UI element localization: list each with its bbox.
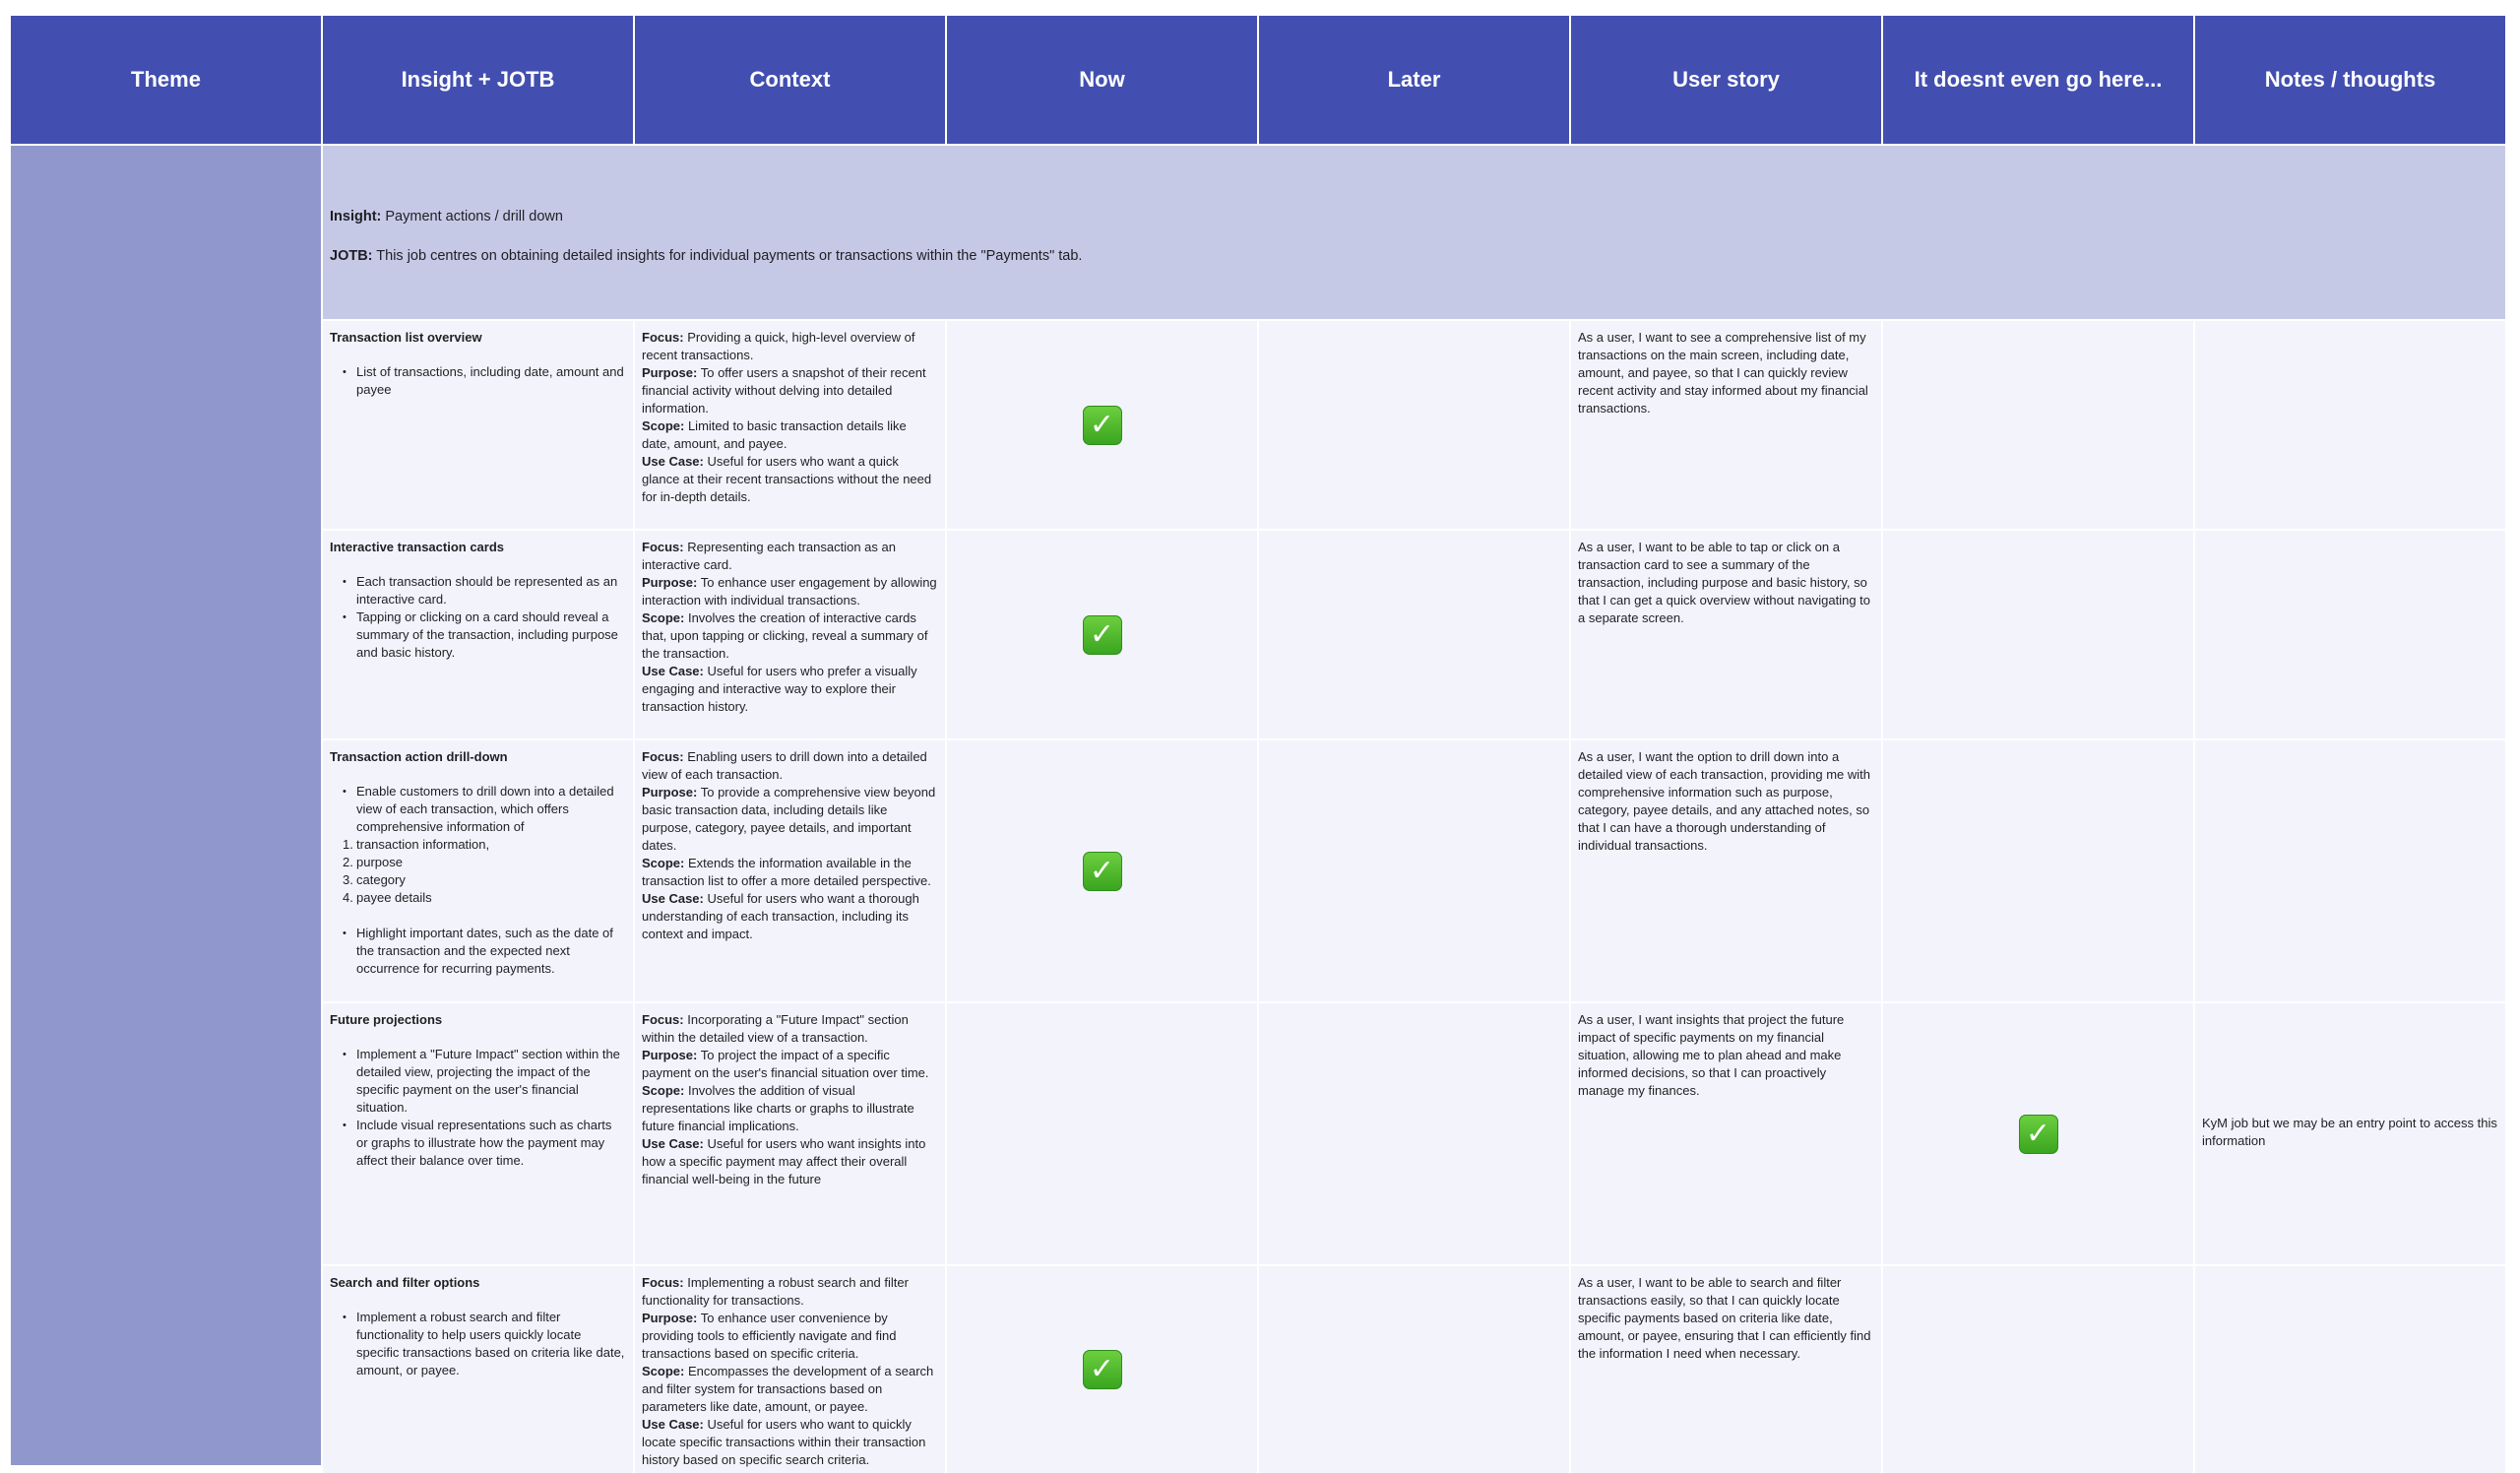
item-number: 1.	[343, 837, 353, 852]
context-text: Implementing a robust search and filter functionality for transactions.	[642, 1275, 909, 1308]
later-cell	[1259, 1266, 1569, 1473]
context-text: To enhance user engagement by allowing interaction with individual transactions.	[642, 575, 937, 608]
insight-label: Insight:	[330, 209, 382, 224]
context-scope	[642, 855, 938, 890]
context-text: Encompasses the development of a search and filter system for transactions based on parameters like date, amount, or payee.	[642, 1364, 934, 1414]
bullet-item: • Implement a robust search and filter functionality to help users quickly locate specific transactions based on criteria like date, amount, or payee.	[330, 1309, 626, 1379]
context-label: Focus:	[642, 1012, 684, 1027]
row-title: Transaction list overview	[330, 330, 482, 345]
context-label: Use Case:	[642, 1136, 704, 1151]
bullet-list	[330, 363, 626, 399]
context-label: Focus:	[642, 540, 684, 554]
context-purpose	[642, 364, 938, 417]
bullet-item: • Include visual representations such as charts or graphs to illustrate how the payment may affect their balance over time.	[330, 1117, 626, 1170]
context-text: Involves the addition of visual representations like charts or graphs to illustrate future financial implications.	[642, 1083, 914, 1133]
notes-cell	[2195, 1266, 2505, 1473]
numbered-item	[330, 854, 626, 871]
notes-cell	[2195, 1003, 2505, 1264]
user-story-cell	[1571, 531, 1881, 738]
context-text: Incorporating a "Future Impact" section within the detailed view of a transaction.	[642, 1012, 909, 1045]
context-label: Purpose:	[642, 365, 698, 380]
later-cell	[1259, 1003, 1569, 1264]
item-number: 2.	[343, 855, 353, 869]
theme-column	[11, 146, 321, 1465]
user-story-text: As a user, I want the option to drill down into a detailed view of each transaction, providing me with comprehensive information such as purpose, category, payee details, and any attached notes, so that I can have a thorough understanding of individual transactions.	[1578, 749, 1870, 853]
header-now: Now	[947, 16, 1257, 144]
context-cell	[635, 531, 945, 738]
row-title: Transaction action drill-down	[330, 749, 508, 764]
insight-text: Payment actions / drill down	[385, 209, 563, 224]
user-story-cell	[1571, 1266, 1881, 1473]
item-text: category	[356, 872, 406, 887]
item-text: purpose	[356, 855, 403, 869]
context-text: Providing a quick, high-level overview of recent transactions.	[642, 330, 915, 362]
context-text: Useful for users who want to quickly locate specific transactions within their transaction history based on specific search criteria.	[642, 1417, 926, 1467]
context-label: Scope:	[642, 610, 685, 625]
context-focus	[642, 1011, 938, 1047]
numbered-item	[330, 871, 626, 889]
context-label: Focus:	[642, 1275, 684, 1290]
later-cell	[1259, 531, 1569, 738]
context-use-case	[642, 1135, 938, 1188]
context-text: To offer users a snapshot of their recent financial activity without delving into detailed information.	[642, 365, 926, 416]
bullet-item: • List of transactions, including date, amount and payee	[330, 363, 626, 399]
context-focus	[642, 329, 938, 364]
now-cell	[947, 740, 1257, 1001]
context-label: Scope:	[642, 856, 685, 870]
now-cell	[947, 1003, 1257, 1264]
bullet-list	[330, 783, 626, 836]
context-purpose	[642, 1310, 938, 1363]
header-notes-thoughts: Notes / thoughts	[2195, 16, 2505, 144]
notes-cell	[2195, 531, 2505, 738]
user-story-cell	[1571, 321, 1881, 529]
context-text: Limited to basic transaction details like date, amount, and payee.	[642, 418, 907, 451]
row-title: Future projections	[330, 1012, 443, 1027]
context-text: Involves the creation of interactive cards that, upon tapping or clicking, reveal a summary of the transaction.	[642, 610, 928, 661]
context-label: Scope:	[642, 1364, 685, 1378]
context-label: Purpose:	[642, 785, 698, 800]
context-cell	[635, 740, 945, 1001]
context-cell	[635, 1266, 945, 1473]
insight-cell	[323, 321, 633, 529]
user-story-text: As a user, I want to be able to tap or click on a transaction card to see a summary of the transaction, including purpose and basic history, so that I can get a quick overview without navigating to a separate screen.	[1578, 540, 1871, 625]
user-story-cell	[1571, 1003, 1881, 1264]
bullet-list	[330, 573, 626, 662]
context-scope	[642, 417, 938, 453]
bullet-list	[330, 1046, 626, 1170]
context-focus	[642, 748, 938, 784]
bullet-item: • Implement a "Future Impact" section within the detailed view, projecting the impact of the specific payment on the user's financial situation.	[330, 1046, 626, 1117]
context-use-case	[642, 890, 938, 943]
jotb-line	[330, 248, 1082, 264]
context-text: To enhance user convenience by providing tools to efficiently navigate and find transactions based on specific criteria.	[642, 1311, 897, 1361]
context-label: Purpose:	[642, 1311, 698, 1325]
notes-cell	[2195, 740, 2505, 1001]
context-text: Useful for users who want a thorough understanding of each transaction, including its context and impact.	[642, 891, 919, 941]
header-insight-jotb: Insight + JOTB	[323, 16, 633, 144]
check-icon: ✓	[1083, 406, 1122, 445]
numbered-item	[330, 889, 626, 907]
header-theme: Theme	[11, 16, 321, 144]
context-text: Useful for users who prefer a visually engaging and interactive way to explore their transaction history.	[642, 664, 917, 714]
now-cell	[947, 321, 1257, 529]
context-scope	[642, 1363, 938, 1416]
now-cell	[947, 531, 1257, 738]
context-label: Purpose:	[642, 1048, 698, 1062]
user-story-cell	[1571, 740, 1881, 1001]
not-here-cell	[1883, 531, 2193, 738]
header-user-story: User story	[1571, 16, 1881, 144]
insight-cell	[323, 1003, 633, 1264]
context-cell	[635, 321, 945, 529]
context-purpose	[642, 784, 938, 855]
later-cell	[1259, 740, 1569, 1001]
jobs-board	[11, 16, 2505, 1467]
insight-line	[330, 209, 563, 224]
context-label: Scope:	[642, 418, 685, 433]
notes-cell	[2195, 321, 2505, 529]
now-cell	[947, 1266, 1257, 1473]
insight-cell	[323, 740, 633, 1001]
user-story-text: As a user, I want insights that project the future impact of specific payments on my financial situation, allowing me to plan ahead and make informed decisions, so that I can proactively manage my finances.	[1578, 1012, 1845, 1098]
context-use-case	[642, 663, 938, 716]
not-here-cell	[1883, 1003, 2193, 1264]
context-purpose	[642, 1047, 938, 1082]
insight-band	[323, 146, 2505, 319]
context-label: Use Case:	[642, 1417, 704, 1432]
item-number: 3.	[343, 872, 353, 887]
numbered-list	[330, 836, 626, 907]
context-text: Enabling users to drill down into a detailed view of each transaction.	[642, 749, 927, 782]
jotb-label: JOTB:	[330, 248, 373, 264]
not-here-cell	[1883, 1266, 2193, 1473]
check-icon: ✓	[2019, 1115, 2058, 1154]
context-text: Useful for users who want insights into how a specific payment may affect their overall financial well-being in the future	[642, 1136, 926, 1186]
context-scope	[642, 609, 938, 663]
bullet-list	[330, 925, 626, 978]
row-title: Interactive transaction cards	[330, 540, 505, 554]
bullet-item: • Enable customers to drill down into a detailed view of each transaction, which offers comprehensive information of	[330, 783, 626, 836]
context-label: Purpose:	[642, 575, 698, 590]
header-later: Later	[1259, 16, 1569, 144]
item-number: 4.	[343, 890, 353, 905]
item-text: payee details	[356, 890, 432, 905]
not-here-cell	[1883, 740, 2193, 1001]
item-text: transaction information,	[356, 837, 490, 852]
notes-text: KyM job but we may be an entry point to access this information	[2202, 1116, 2497, 1148]
later-cell	[1259, 321, 1569, 529]
context-text: To provide a comprehensive view beyond basic transaction data, including details like purpose, category, payee details, and important dates.	[642, 785, 936, 853]
context-text: Extends the information available in the transaction list to offer a more detailed perspective.	[642, 856, 931, 888]
check-icon: ✓	[1083, 1350, 1122, 1389]
context-label: Use Case:	[642, 891, 704, 906]
insight-cell	[323, 531, 633, 738]
jotb-text: This job centres on obtaining detailed insights for individual payments or transactions within the "Payments" tab.	[376, 248, 1083, 264]
row-title: Search and filter options	[330, 1275, 480, 1290]
context-label: Use Case:	[642, 454, 704, 469]
context-scope	[642, 1082, 938, 1135]
context-use-case	[642, 453, 938, 506]
context-label: Focus:	[642, 749, 684, 764]
header-does-not-go-here: It doesnt even go here...	[1883, 16, 2193, 144]
user-story-text: As a user, I want to be able to search and filter transactions easily, so that I can quickly locate specific payments based on criteria like date, amount, or payee, ensuring that I can efficiently find the information I need when necessary.	[1578, 1275, 1871, 1361]
context-text: To project the impact of a specific payment on the user's financial situation over time.	[642, 1048, 929, 1080]
numbered-item	[330, 836, 626, 854]
bullet-item: • Highlight important dates, such as the date of the transaction and the expected next occurrence for recurring payments.	[330, 925, 626, 978]
context-use-case	[642, 1416, 938, 1469]
context-label: Scope:	[642, 1083, 685, 1098]
context-focus	[642, 1274, 938, 1310]
header-context: Context	[635, 16, 945, 144]
bullet-item: • Each transaction should be represented as an interactive card.	[330, 573, 626, 608]
context-focus	[642, 539, 938, 574]
context-cell	[635, 1003, 945, 1264]
check-icon: ✓	[1083, 615, 1122, 655]
bullet-list	[330, 1309, 626, 1379]
user-story-text: As a user, I want to see a comprehensive list of my transactions on the main screen, including date, amount, and payee, so that I can quickly review recent activity and stay informed about my financial transactions.	[1578, 330, 1868, 416]
context-text: Useful for users who want a quick glance at their recent transactions without the need for in-depth details.	[642, 454, 932, 504]
check-icon: ✓	[1083, 852, 1122, 891]
context-purpose	[642, 574, 938, 609]
bullet-item: • Tapping or clicking on a card should reveal a summary of the transaction, including purpose and basic history.	[330, 608, 626, 662]
not-here-cell	[1883, 321, 2193, 529]
context-text: Representing each transaction as an interactive card.	[642, 540, 896, 572]
context-label: Use Case:	[642, 664, 704, 678]
insight-cell	[323, 1266, 633, 1473]
context-label: Focus:	[642, 330, 684, 345]
